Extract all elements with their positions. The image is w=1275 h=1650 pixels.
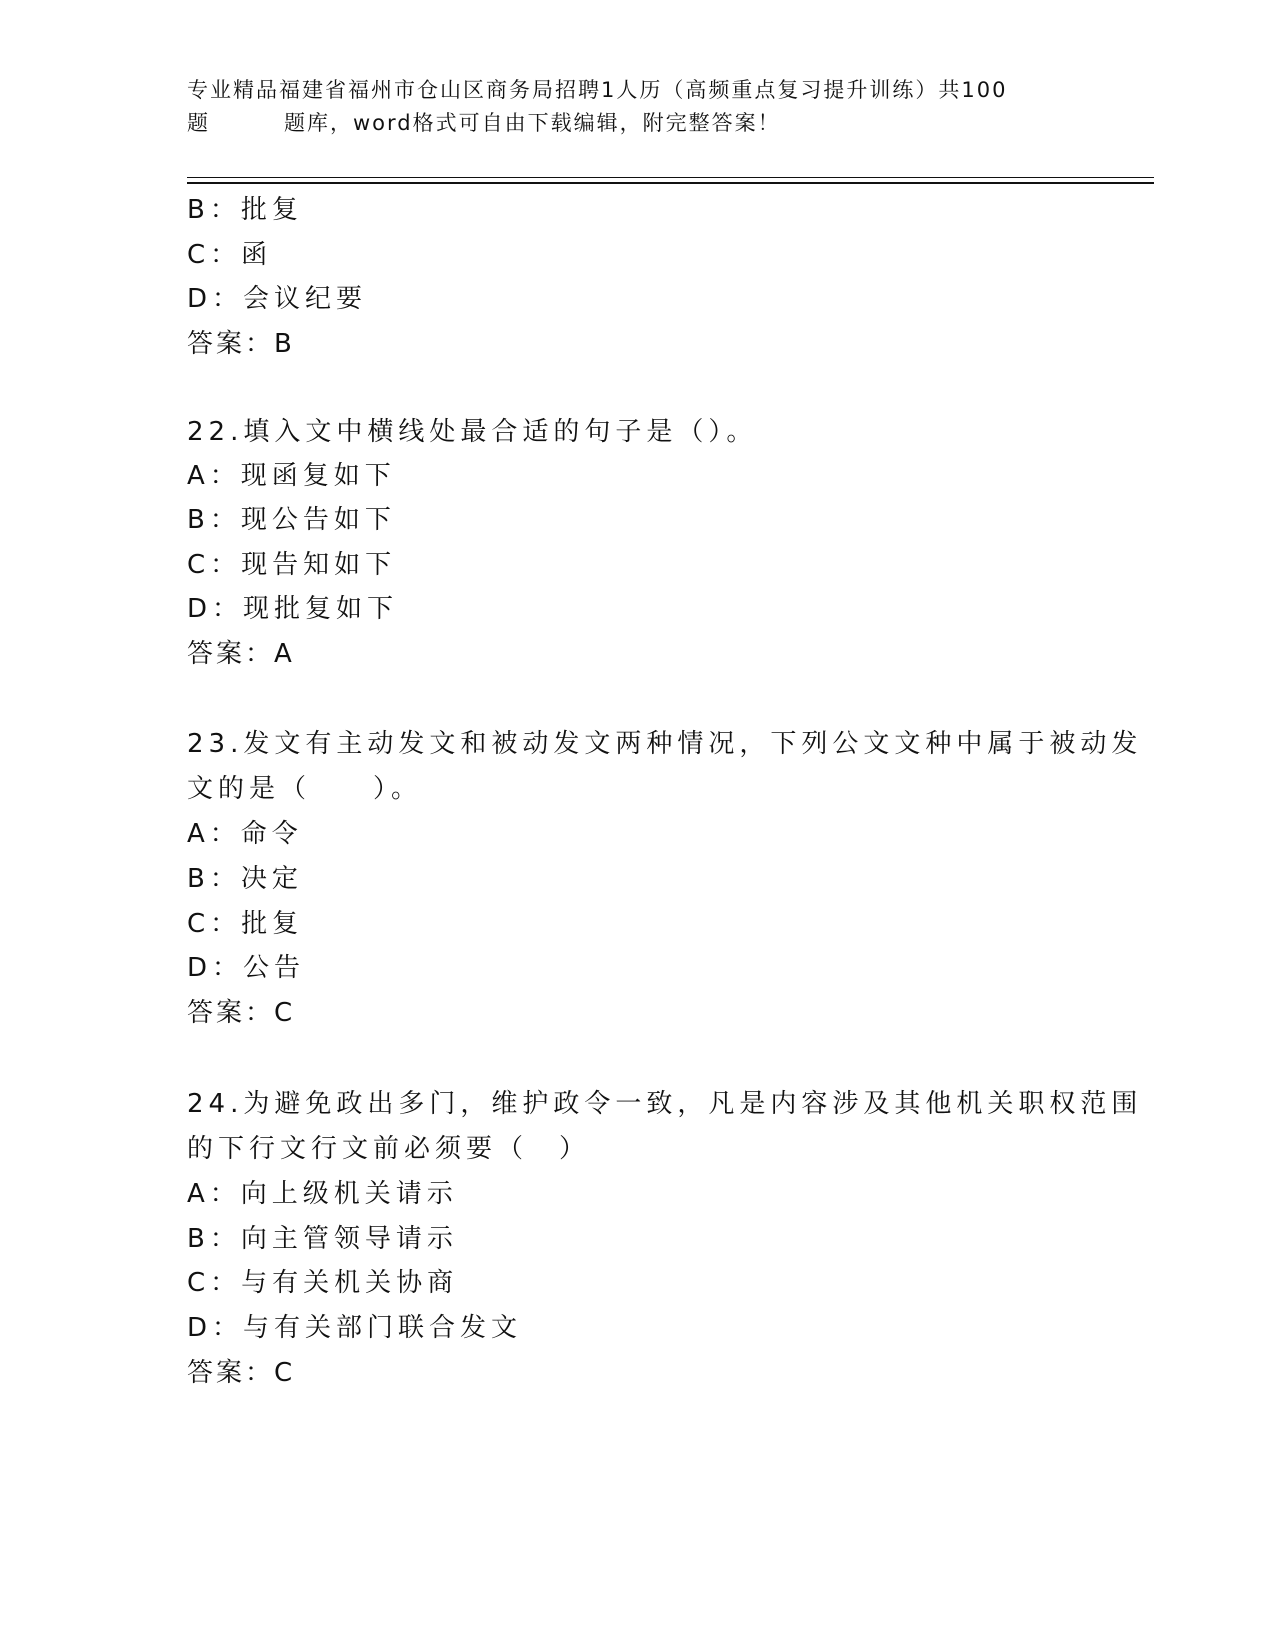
prev-answer: 答案：B [187,329,295,359]
question-23-stem-line-2: 文的是（ ）。 [187,774,423,804]
question-22-option-d: D：现批复如下 [187,594,399,624]
header-divider-thin [187,177,1154,178]
question-24-option-b: B：向主管领导请示 [187,1224,458,1254]
question-24-answer: 答案：C [187,1358,296,1388]
question-23-answer: 答案：C [187,998,296,1028]
document-title-line-1: 专业精品福建省福州市仓山区商务局招聘1人历（高频重点复习提升训练）共100 [187,78,1008,102]
question-23-option-d: D：公告 [187,953,306,983]
question-24-option-d: D：与有关部门联合发文 [187,1313,523,1343]
question-24-stem-line-1: 24.为避免政出多门，维护政令一致，凡是内容涉及其他机关职权范围 [187,1089,1143,1119]
prev-option-c: C：函 [187,240,273,270]
document-title-line-2-text: 题库，word格式可自由下载编辑，附完整答案！ [284,111,781,135]
question-23-stem-line-1: 23.发文有主动发文和被动发文两种情况，下列公文文种中属于被动发 [187,729,1143,759]
question-22-stem: 22.填入文中横线处最合适的句子是（）。 [187,417,758,447]
question-22-option-a: A：现函复如下 [187,461,396,491]
question-24-option-a: A：向上级机关请示 [187,1179,458,1209]
document-title-line-2 [187,107,1087,140]
question-23-option-c: C：批复 [187,909,304,939]
question-23-option-b: B：决定 [187,864,303,894]
question-23-option-a: A：命令 [187,819,303,849]
header-divider-thick [187,182,1154,184]
question-22-answer: 答案：A [187,639,295,669]
question-22-option-b: B：现公告如下 [187,505,396,535]
prev-option-b: B：批复 [187,195,303,225]
page-header [187,74,1087,140]
question-24-option-c: C：与有关机关协商 [187,1268,459,1298]
question-24-stem-line-2: 的下行文行文前必须要（ ） [187,1134,591,1164]
question-22-option-c: C：现告知如下 [187,550,397,580]
document-title-line-2-prefix: 题 [187,111,210,135]
prev-option-d: D：会议纪要 [187,284,368,314]
